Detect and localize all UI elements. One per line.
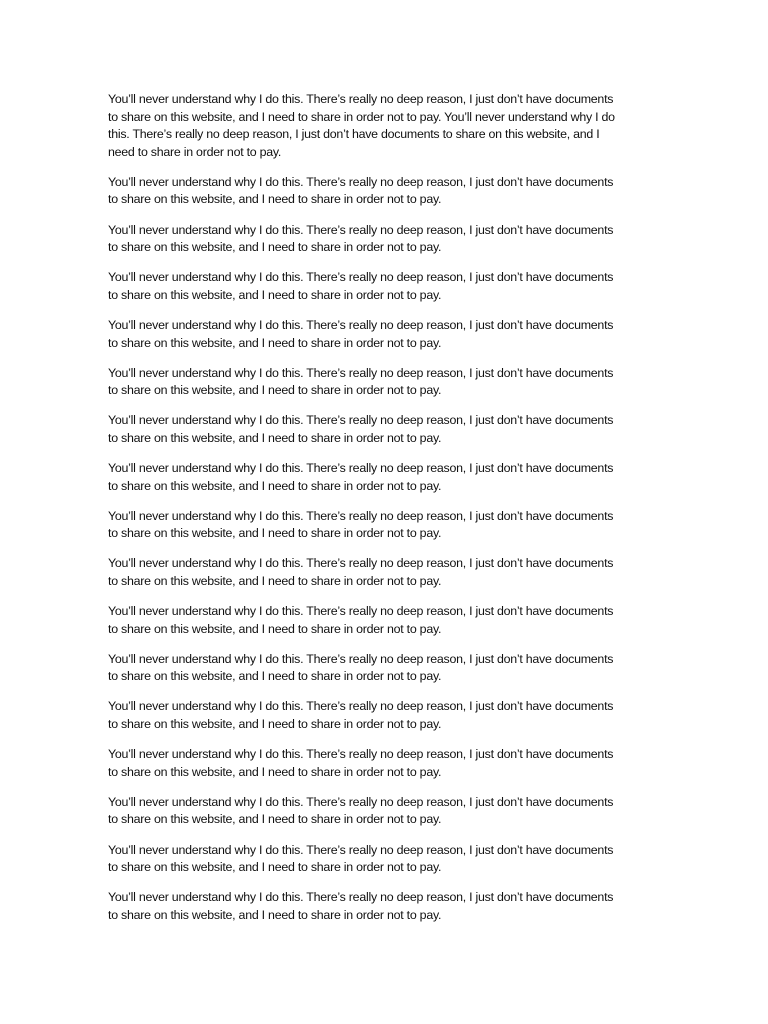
paragraph-9: You’ll never understand why I do this. There’s really no deep reason, I just don’t have documents to share on this website, and I need to share in order not to pay. <box>108 508 614 541</box>
paragraph-15: You’ll never understand why I do this. There’s really no deep reason, I just don’t have documents to share on this website, and I need to share in order not to pay. <box>108 794 614 827</box>
paragraph-8: You’ll never understand why I do this. There’s really no deep reason, I just don’t have documents to share on this website, and I need to share in order not to pay. <box>108 461 614 493</box>
paragraph-2: You’ll never understand why I do this. There’s really no deep reason, I just don’t have documents to share on this website, and I need to share in order not to pay. <box>108 174 614 207</box>
paragraph-17: You’ll never understand why I do this. There’s really no deep reason, I just don’t have documents to share on this website, and I need to share in order not to pay. <box>108 890 614 922</box>
paragraph-11: You’ll never understand why I do this. There’s really no deep reason, I just don’t have documents to share on this website, and I need to share in order not to pay. <box>108 604 614 636</box>
paragraph-4: You’ll never understand why I do this. There’s really no deep reason, I just don’t have documents to share on this website, and I need to share in order not to pay. <box>108 270 614 302</box>
paragraph-5: You’ll never understand why I do this. There’s really no deep reason, I just don’t have documents to share on this website, and I need to share in order not to pay. <box>108 317 614 350</box>
paragraph-3: You’ll never understand why I do this. There’s really no deep reason, I just don’t have documents to share on this website, and I need to share in order not to pay. <box>108 222 614 255</box>
paragraph-10: You’ll never understand why I do this. There’s really no deep reason, I just don’t have documents to share on this website, and I need to share in order not to pay. <box>108 556 614 588</box>
paragraph-14: You’ll never understand why I do this. There’s really no deep reason, I just don’t have documents to share on this website, and I need to share in order not to pay. <box>108 747 614 779</box>
paragraph-7: You’ll never understand why I do this. There’s really no deep reason, I just don’t have documents to share on this website, and I need to share in order not to pay. <box>108 413 614 445</box>
document-body <box>108 91 668 937</box>
paragraph-6: You’ll never understand why I do this. There’s really no deep reason, I just don’t have documents to share on this website, and I need to share in order not to pay. <box>108 365 614 398</box>
paragraph-1: You’ll never understand why I do this. There’s really no deep reason, I just don’t have documents to share on this website, and I need to share in order not to pay. You’ll never understand why I do this. There’s really no deep reason, I just don’t have documents to share on this website, and I need to share in order not to pay. <box>108 92 615 159</box>
paragraph-12: You’ll never understand why I do this. There’s really no deep reason, I just don’t have documents to share on this website, and I need to share in order not to pay. <box>108 651 614 684</box>
paragraph-13: You’ll never understand why I do this. There’s really no deep reason, I just don’t have documents to share on this website, and I need to share in order not to pay. <box>108 699 614 732</box>
paragraph-16: You’ll never understand why I do this. There’s really no deep reason, I just don’t have documents to share on this website, and I need to share in order not to pay. <box>108 842 614 875</box>
